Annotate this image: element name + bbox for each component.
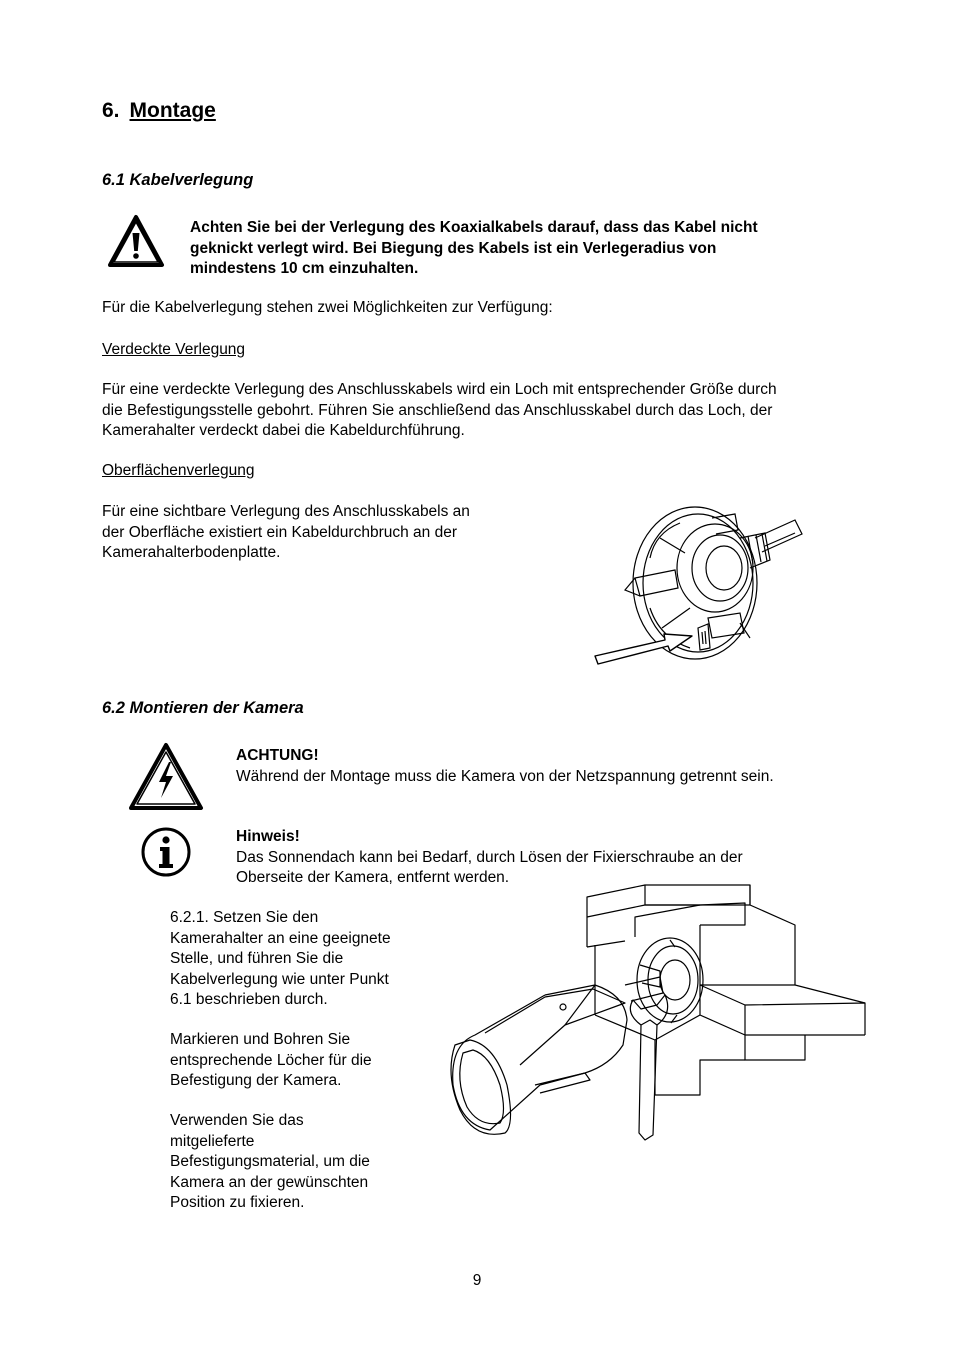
subsection-heading-6-1: 6.1 Kabelverlegung <box>102 171 254 189</box>
cable-intro-text: Für die Kabelverlegung stehen zwei Möglichkeiten zur Verfügung: <box>102 299 553 316</box>
bracket-baseplate-illustration <box>590 498 810 673</box>
subsection-heading-6-2: 6.2 Montieren der Kamera <box>102 699 304 717</box>
high-voltage-icon <box>128 742 204 812</box>
hidden-routing-title: Verdeckte Verlegung <box>102 341 246 358</box>
note-text-line: Das Sonnendach kann bei Bedarf, durch Lösen der Fixierschraube an der <box>236 848 743 866</box>
note-text-line: Oberseite der Kamera, entfernt werden. <box>236 869 510 886</box>
surface-routing-text: Für eine sichtbare Verlegung des Anschlusskabels an der Oberfläche existiert ein Kabeldurchbruch an der Kamerahalterbodenplatte. <box>102 503 470 561</box>
section-number: 6. <box>102 99 120 122</box>
hidden-routing-text: Für eine verdeckte Verlegung des Anschlusskabels wird ein Loch mit entsprechender Größe durch die Befestigungsstelle gebohrt. Führen Sie anschließend das Anschlusskabel durch das Loch, der Kamerahalter verdeckt dabei die Kabeldurchführung. <box>102 381 777 439</box>
section-heading <box>102 99 216 123</box>
drill-text: Markieren und Bohren Sie entsprechende Löcher für die Befestigung der Kamera. <box>170 1031 372 1089</box>
fix-text: Verwenden Sie das mitgelieferte Befestigungsmaterial, um die Kamera an der gewünschten Position zu fixieren. <box>170 1112 370 1211</box>
info-icon <box>140 826 192 878</box>
note-title: Hinweis! <box>236 828 300 845</box>
surface-routing-title: Oberflächenverlegung <box>102 462 255 479</box>
warning-triangle-icon <box>107 214 165 269</box>
attention-text: Während der Montage muss die Kamera von der Netzspannung getrennt sein. <box>236 767 774 785</box>
attention-title: ACHTUNG! <box>236 747 319 764</box>
step-6-2-1-text: 6.2.1. Setzen Sie den Kamerahalter an eine geeignete Stelle, und führen Sie die Kabelverlegung wie unter Punkt 6.1 beschrieben durch. <box>170 909 391 1008</box>
section-title: Montage <box>129 99 216 122</box>
note-block <box>236 827 743 889</box>
camera-mounting-illustration <box>445 885 870 1155</box>
attention-block <box>236 746 774 787</box>
cable-warning-text: Achten Sie bei der Verlegung des Koaxialkabels darauf, dass das Kabel nicht geknickt verlegt wird. Bei Biegung des Kabels ist ein Verlegeradius von mindestens 10 cm einzuhalten. <box>190 219 758 277</box>
page-number: 9 <box>472 1272 482 1289</box>
